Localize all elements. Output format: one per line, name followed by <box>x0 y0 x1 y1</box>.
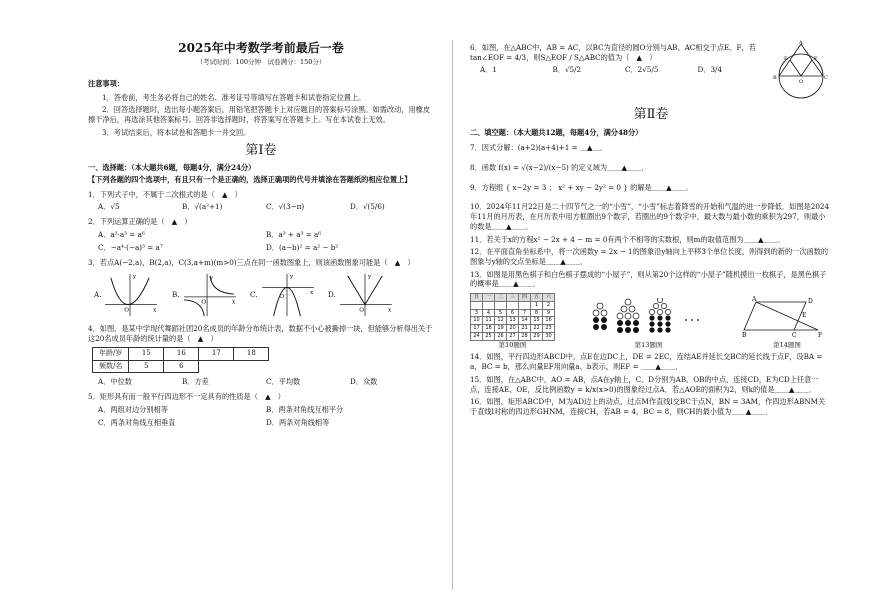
torn-cell <box>199 360 234 372</box>
point-label: C <box>792 331 797 338</box>
note-item: 3．考试结束后，将本试卷和答题卡一并交回。 <box>102 127 251 137</box>
table-cell: 16 <box>164 348 199 360</box>
option-b: B．a³ + a³ = a⁶ <box>266 229 322 239</box>
axis-y-label: y <box>289 273 293 280</box>
question-1: 1．下列式子中，不属于二次根式的是（ ▲ ） <box>88 189 242 199</box>
question-6-options <box>480 65 770 75</box>
question-3-graphs <box>94 272 434 318</box>
question-5-options <box>98 405 434 428</box>
table-cell: 频数/名 <box>93 360 129 372</box>
figure-caption: 第14题图 <box>773 340 801 349</box>
table-cell: 25 <box>483 332 495 340</box>
table-cell: 18 <box>234 348 269 360</box>
table-cell: 一 <box>483 294 495 302</box>
question-8: 8．函数 f(x) = √(x−2)/(x−5) 的定义域为＿＿▲＿＿． <box>470 162 649 172</box>
table-cell: 14 <box>519 317 531 325</box>
question-11: 11．若关于x的方程x² − 2x + 4 − m = 0有两个不相等的实数根，则m的取值范围为＿＿▲＿＿． <box>470 234 786 244</box>
table-row <box>471 332 555 340</box>
option-c: C．−a⁴·(−a)³ = a⁷ <box>98 243 163 253</box>
axis-y-label: y <box>209 275 213 282</box>
figure-13 <box>590 298 708 349</box>
section1-heading: 一、选择题：（本大题共6题，每题4分，满分24分） <box>88 163 256 173</box>
table-cell: 六 <box>543 294 555 302</box>
question-15: 15．如图，在△ABC中，AO = AB，点A在y轴上，C、D分别为AB、OB的中点，连接CD，E为CD上任意一点，连接AE、OE，反比例函数y = k/x(x>0)的图象经过点A．若△AOE的面积为2，则k的值是＿＿▲＿＿． <box>470 374 819 394</box>
option-d: D．众数 <box>350 377 378 387</box>
table-cell: 16 <box>543 317 555 325</box>
table-cell: 5 <box>129 360 164 372</box>
hyperbola-graph <box>180 272 238 318</box>
option-d: D．3/4 <box>697 65 723 75</box>
table-cell: 6 <box>164 360 199 372</box>
circle-triangle-figure <box>770 40 832 102</box>
axis-x-label: x <box>231 299 235 306</box>
table-row <box>471 325 555 333</box>
option-letter: D. <box>328 289 336 299</box>
table-cell: 22 <box>531 325 543 333</box>
point-label: C <box>824 75 828 81</box>
axis-y-label: y <box>367 273 371 280</box>
origin-label: O <box>124 307 130 314</box>
question-9: 9．方程组 { x−2y = 3 ； x² + xy − 2y² = 0 } 的解是＿＿▲＿＿． <box>470 182 694 192</box>
table-cell: 27 <box>507 332 519 340</box>
question-4-options <box>98 377 434 387</box>
question-2-options <box>98 230 434 253</box>
age-frequency-table <box>92 347 269 373</box>
option-b: B．√5/2 <box>552 65 582 75</box>
table-cell: 23 <box>543 325 555 333</box>
option-c: C．两条对角线互相垂直 <box>98 418 176 428</box>
question-14: 14．如图，平行四边形ABCD中，点E在边DC上，DE = 2EC，连结AE并延长交BC的延长线于点F，设BA = a，BC = b，那么向量EF用向量a、b表示，则EF = ＿＿▲＿＿． <box>470 352 823 372</box>
point-label: B <box>742 331 747 338</box>
question-16: 16．如图，矩形ABCD中，M为AD边上的动点，过点M作直线l交BC于点N，BN = 3AM，作四边形ABNM关于直线l对称的四边形GHNM，连接CH，若AB = 4，BC = 8，则CH的最小值为＿＿▲＿＿． <box>470 397 826 417</box>
table-cell: 10 <box>471 317 483 325</box>
option-b: B．两条对角线互相平分 <box>266 404 344 414</box>
table-cell: 28 <box>519 332 531 340</box>
point-label: A <box>752 295 757 303</box>
question-5: 5．矩形具有而一般平行四边形不一定具有的性质是（ ▲ ） <box>88 391 285 401</box>
table-row <box>471 301 555 309</box>
table-cell: 二 <box>495 294 507 302</box>
right-column <box>470 40 832 420</box>
table-cell: 26 <box>495 332 507 340</box>
option-a: A．√5 <box>98 202 120 212</box>
option-d: D．(a−b)² = a² − b² <box>266 243 339 253</box>
calendar-table <box>470 293 555 341</box>
axis-x-label: x <box>387 307 392 314</box>
table-cell: 年龄/岁 <box>93 348 129 360</box>
figure-caption: 第10题图 <box>498 340 527 349</box>
table-cell: 11 <box>483 317 495 325</box>
point-label: A <box>799 40 803 46</box>
origin-label: O <box>359 307 364 314</box>
origin-label: O <box>278 293 284 300</box>
parabola-up-graph <box>101 272 159 318</box>
graph-option-c <box>250 272 328 318</box>
point-label: E <box>802 311 807 319</box>
table-cell: 6 <box>507 309 519 317</box>
question-10: 10．2024年11月22日是二十四节气之一的“小雪”，“小雪”标志着降雪的开始和气温的进一步降低．如图是2024年11月的月历表，在月历表中用方框圈出9个数字，若圈出的9个数字中，最大数与最小数的乘积为297，则最小的数是＿＿▲＿＿． <box>470 202 830 231</box>
option-c: C．√(3−π) <box>266 202 305 212</box>
table-cell: 日 <box>471 294 483 302</box>
question-3: 3．若点A(−2,a)，B(2,a)，C(3,a+m)(m>0)三点在同一函数图象上，则该函数图象可能是（ ▲ ） <box>88 258 415 268</box>
parallelogram-figure <box>742 296 832 338</box>
option-letter: C. <box>250 289 258 299</box>
figure-caption: 第13题图 <box>634 340 663 349</box>
note-item: 2．回答选择题时，选出每小题答案后，用铅笔把答题卡上对应题目的答案标号涂黑。如需改动，用橡皮擦干净后，再选涂其他答案标号。回答非选择题时，将答案写在答题卡上。写在本试卷上无效。 <box>88 105 431 125</box>
table-cell <box>483 301 495 309</box>
table-row <box>93 360 269 372</box>
table-cell: 2 <box>543 301 555 309</box>
notes-heading: 注意事项： <box>88 78 124 88</box>
left-column <box>88 40 434 433</box>
point-label: F <box>814 56 818 62</box>
point-label: D <box>808 297 813 305</box>
question-7: 7．因式分解：(a+2)(a+4)+1 = ＿▲＿． <box>470 143 607 153</box>
question-12: 12．在平面直角坐标系中，将一次函数y = 2x − 1的图象沿y轴向上平移3个单位长度，则得到的新的一次函数的图象与y轴的交点坐标是＿＿▲＿＿． <box>470 247 829 267</box>
table-cell: 四 <box>519 294 531 302</box>
section1-instruction: 【下列各题的四个选项中，有且只有一个是正确的，选择正确项的代号并填涂在答题纸的相应位置上】 <box>88 174 412 184</box>
table-cell <box>471 301 483 309</box>
part1-title: 第Ⅰ卷 <box>245 142 277 158</box>
option-a: A．中位数 <box>98 377 132 387</box>
question-1-options <box>98 202 434 212</box>
option-c: C．2√5/5 <box>625 65 659 75</box>
table-cell: 12 <box>495 317 507 325</box>
table-cell: 1 <box>531 301 543 309</box>
exam-title: 2025年中考数学考前最后一卷 <box>178 41 344 55</box>
option-c: C．平均数 <box>266 377 301 387</box>
option-d: D．两条对角线相等 <box>266 418 330 428</box>
table-cell: 8 <box>531 309 543 317</box>
table-cell <box>507 301 519 309</box>
parabola-down-graph <box>258 272 316 318</box>
table-cell: 15 <box>531 317 543 325</box>
note-item: 1．答卷前，考生务必将自己的姓名、准考证号等填写在答题卡和试卷指定位置上。 <box>102 92 366 102</box>
table-cell: 9 <box>543 309 555 317</box>
table-cell: 15 <box>129 348 164 360</box>
option-b: B．√(a²+1) <box>182 202 223 212</box>
table-cell: 13 <box>507 317 519 325</box>
section2-heading: 二、填空题：（本大题共12题，每题4分，满分48分） <box>470 127 643 137</box>
point-label: B <box>773 75 777 81</box>
option-a: A．1 <box>480 65 497 75</box>
question-2: 2．下列运算正确的是（ ▲ ） <box>88 216 192 226</box>
exam-subtitle: （考试时间：100分钟 试卷满分：150分） <box>196 58 326 67</box>
table-cell: 五 <box>531 294 543 302</box>
table-cell: 7 <box>519 309 531 317</box>
axis-x-label: x <box>153 307 157 314</box>
torn-cell <box>234 360 269 372</box>
table-cell: 5 <box>495 309 507 317</box>
table-cell: 29 <box>531 332 543 340</box>
origin-label: O <box>200 299 206 306</box>
table-cell: 24 <box>471 332 483 340</box>
table-cell <box>495 301 507 309</box>
question-13: 13．如图是用黑色棋子和白色棋子摆成的“小屋子”，则从第20个这样的“小屋子”随机摸出一枚棋子，是黑色棋子的概率是＿＿▲＿＿． <box>470 269 827 289</box>
option-a: A．两组对边分别相等 <box>98 404 168 414</box>
question-4: 4．如图，是某中学现代舞蹈社团20名成员的年龄分布统计表，数据不小心被撕掉一块，但能够分析得出关于这20名成员年龄的统计量的是（ ▲ ） <box>88 323 433 343</box>
question-6: 6．如图，在△ABC中，AB = AC，以BC为直径的圆O分别与AB、AC相交于点E、F，若tan∠EOF = 4/3，则S△EOF / S△ABC的值为（ ▲ ） <box>470 43 756 62</box>
table-row <box>471 317 555 325</box>
axis-y-label: y <box>133 273 137 280</box>
table-cell: 三 <box>507 294 519 302</box>
table-row <box>93 348 269 360</box>
table-cell: 17 <box>471 325 483 333</box>
point-label: F <box>818 331 823 338</box>
chess-houses-figure <box>590 298 708 338</box>
graph-option-b <box>172 272 250 318</box>
table-cell: 30 <box>543 332 555 340</box>
graph-option-d <box>328 272 406 318</box>
table-cell: 18 <box>483 325 495 333</box>
table-cell: 19 <box>495 325 507 333</box>
table-cell: 20 <box>507 325 519 333</box>
table-cell <box>519 301 531 309</box>
table-cell: 3 <box>471 309 483 317</box>
table-cell: 4 <box>483 309 495 317</box>
column-divider <box>452 40 453 590</box>
point-label: E <box>784 56 788 62</box>
figure-10 <box>470 293 555 349</box>
axis-x-label: x <box>309 289 313 296</box>
part2-title: 第Ⅱ卷 <box>633 107 669 122</box>
v-line-graph <box>336 272 394 318</box>
option-d: D．√(5/6) <box>350 202 385 212</box>
option-a: A．a²·a³ = a⁶ <box>98 229 145 239</box>
table-cell: 17 <box>199 348 234 360</box>
option-letter: B. <box>172 289 180 299</box>
table-row <box>471 294 555 302</box>
figure-14 <box>742 296 832 349</box>
option-b: B．方差 <box>182 377 209 387</box>
option-letter: A. <box>94 289 102 299</box>
table-row <box>471 309 555 317</box>
point-label: O <box>799 79 804 85</box>
graph-option-a <box>94 272 172 318</box>
table-cell: 21 <box>519 325 531 333</box>
figures-row <box>470 293 832 349</box>
